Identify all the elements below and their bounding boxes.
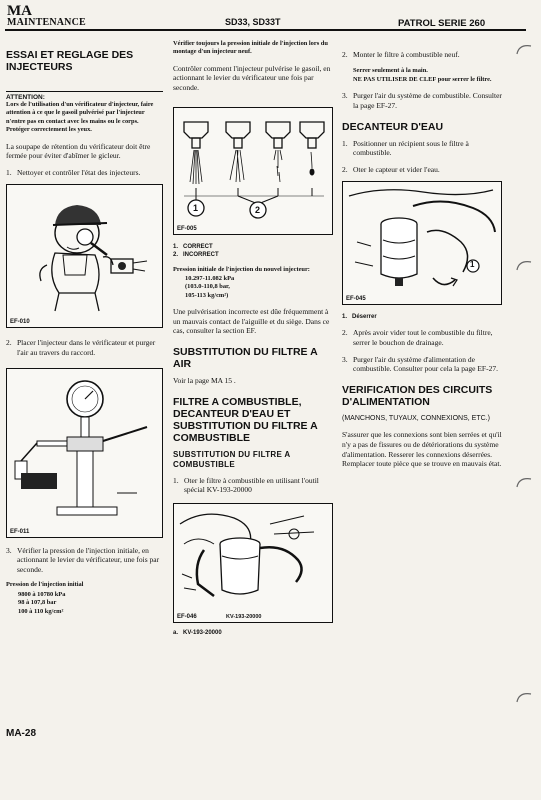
column-right bbox=[342, 40, 502, 476]
spray-legend bbox=[173, 243, 333, 259]
binder-hole-icon bbox=[515, 475, 533, 489]
pressure-kpa: 9800 à 10780 kPa bbox=[18, 590, 66, 598]
step-number: 2. bbox=[342, 164, 348, 174]
step-mount-filter bbox=[342, 50, 502, 60]
check-valve-warning: La soupape de rétention du vérificateur doit être fermée pour éviter d'abîmer le gicleur. bbox=[6, 141, 151, 161]
new-pressure-label: Pression initiale de l'injection du nouvel injecteur: bbox=[173, 265, 310, 273]
binder-hole-icon bbox=[515, 258, 533, 272]
step-number: 1. bbox=[173, 475, 179, 485]
step-place-injector bbox=[6, 338, 163, 357]
step-text: Après avoir vider tout le combustible du filtre, serrer le bouchon de drainage. bbox=[353, 328, 493, 347]
fuel-lines-check-subtitle: (MANCHONS, TUYAUX, CONNEXIONS, ETC.) bbox=[342, 414, 490, 422]
pressure-bar: 98 à 107,8 bar bbox=[18, 599, 57, 607]
page-number: MA-28 bbox=[6, 728, 37, 739]
step-number: 2. bbox=[6, 338, 12, 348]
pressure-label: Pression de l'injection initial bbox=[6, 581, 84, 589]
step-text: Oter le capteur et vider l'eau. bbox=[353, 164, 440, 174]
attention-label: ATTENTION: bbox=[6, 94, 45, 101]
header-rule bbox=[5, 29, 526, 31]
step-number: 2. bbox=[342, 328, 348, 338]
new-pressure-values bbox=[185, 275, 333, 300]
new-injector-note: Vérifier toujours la pression initiale de l'injection lors du montage d'un injecteur neuf. bbox=[173, 40, 328, 56]
air-filter-title: SUBSTITUTION DU FILTRE A AIR bbox=[173, 346, 318, 370]
injector-test-title: ESSAI ET REGLAGE DES INJECTEURS bbox=[6, 49, 134, 73]
binder-hole-icon bbox=[515, 690, 533, 704]
figure-ef-045 bbox=[342, 181, 502, 305]
figure-id: EF-010 bbox=[10, 319, 30, 326]
attention-rule bbox=[6, 91, 163, 92]
injector-tester-illustration bbox=[7, 369, 162, 535]
step-clean-injectors bbox=[6, 168, 163, 178]
water-separator-title: DECANTEUR D'EAU bbox=[342, 120, 444, 133]
drain-legend: 1. Déserrer bbox=[342, 314, 377, 321]
step-text: Positionner un récipient sous le filtre à combustible. bbox=[353, 138, 469, 158]
step-text: Vérifier la pression de l'injection initiale, en actionnant le levier du vérificateur, une fois par seconde. bbox=[17, 545, 160, 574]
column-left bbox=[6, 40, 163, 623]
figure-id: EF-005 bbox=[177, 225, 197, 232]
drain-plug-callout: 1 bbox=[470, 260, 475, 270]
new-pressure-kgcm: 105-113 kg/cm²) bbox=[185, 291, 229, 299]
no-wrench-note: NE PAS UTILISER DE CLEF pour serrer le filtre. bbox=[353, 76, 492, 83]
fuel-lines-check-text: S'assurer que les connexions sont bien serrées et qu'il n'y a pas de fissures ou de détériorations du système d'alimentation. Resserer les connexions déserrées. Remplacer toute pièce que se trouve en mauvais état. bbox=[342, 430, 502, 469]
column-middle bbox=[173, 40, 333, 644]
step-bleed-fuel bbox=[342, 91, 502, 110]
step-text: Purger l'air du système d'alimentation de combustible. Consulter pour cela la page EF-27. bbox=[353, 354, 498, 374]
figure-ef-010 bbox=[6, 184, 163, 328]
figure-id: EF-045 bbox=[346, 296, 366, 303]
step-verify-pressure bbox=[6, 546, 163, 575]
mechanic-cartoon-illustration bbox=[7, 185, 162, 325]
air-filter-text: Voir la page MA 15 . bbox=[173, 376, 236, 385]
pressure-values bbox=[18, 591, 163, 616]
water-separator-illustration bbox=[343, 182, 501, 302]
section-title: MAINTENANCE bbox=[7, 17, 86, 28]
pressure-kgcm: 100 à 110 kg/cm² bbox=[18, 607, 64, 615]
step-number: 2. bbox=[342, 50, 348, 59]
fuel-filter-removal-illustration bbox=[174, 504, 332, 620]
engine-models: SD33, SD33T bbox=[225, 17, 281, 27]
attention-text: Lors de l'utilisation d'un vérificateur d'injecteur, faire attention à ce que le gasoil pulvérisé par l'injecteur n'entre pas en contact avec les mains ou le corps. Protéger correctement les yeux. bbox=[6, 101, 154, 134]
figure-ef-011 bbox=[6, 368, 163, 538]
bad-spray-text: Une pulvérisation incorrecte est dûe fréquemment à un mauvais contact de l'aiguille et du siège. Dans ce cas, consulter la section EF. bbox=[173, 307, 330, 336]
callout-incorrect: 2 bbox=[255, 204, 261, 215]
vehicle-series: PATROL SERIE 260 bbox=[398, 18, 486, 29]
new-pressure-kpa: 10.297-11.082 kPa bbox=[185, 275, 235, 282]
callout-correct: 1 bbox=[193, 202, 199, 213]
figure-id: EF-046 bbox=[177, 613, 197, 620]
fuel-lines-check-title: VERIFICATION DES CIRCUITS D'ALIMENTATION bbox=[342, 383, 493, 408]
step-number: 3. bbox=[6, 545, 12, 555]
step-number: 1. bbox=[6, 167, 12, 177]
spray-patterns-illustration bbox=[174, 108, 332, 232]
step-text: Purger l'air du système de combustible. Consulter la page EF-27. bbox=[353, 91, 502, 110]
step-bleed-supply bbox=[342, 355, 502, 374]
new-pressure-bar: (103.0-110,8 bar, bbox=[185, 283, 230, 291]
fuel-filter-subtitle: SUBSTITUTION DU FILTRE A COMBUSTIBLE bbox=[173, 449, 291, 469]
step-position-container bbox=[342, 139, 502, 158]
legend-item: 1. CORRECT bbox=[173, 243, 213, 250]
step-tighten-drain-plug bbox=[342, 328, 502, 347]
section-code: MA bbox=[7, 3, 32, 19]
figure-ef-005 bbox=[173, 107, 333, 235]
tool-label: KV-193-20000 bbox=[226, 613, 262, 620]
hand-tighten-note: Serrer seulement à la main. bbox=[353, 66, 428, 74]
binder-hole-icon bbox=[515, 42, 533, 56]
figure-id: EF-011 bbox=[10, 528, 30, 535]
tool-legend: a. KV-193-20000 bbox=[173, 629, 222, 636]
step-number: 3. bbox=[342, 354, 348, 364]
step-text: Placer l'injecteur dans le vérificateur et purger l'air au travers du raccord. bbox=[17, 338, 156, 357]
fuel-filter-title: FILTRE A COMBUSTIBLE, DECANTEUR D'EAU ET SUBSTITUTION DU FILTRE A COMBUSTIBLE bbox=[173, 395, 318, 444]
fuel-step-remove bbox=[173, 476, 333, 495]
spray-control-text: Contrôler comment l'injecteur pulvérise le gasoil, en actionnant le levier du vérificateur une fois par seconde. bbox=[173, 63, 331, 92]
step-text: Nettoyer et contrôler l'état des injecteurs. bbox=[17, 167, 141, 177]
step-number: 3. bbox=[342, 91, 348, 101]
figure-ef-046 bbox=[173, 503, 333, 623]
legend-item: 2. INCORRECT bbox=[173, 251, 219, 258]
step-text: Monter le filtre à combustible neuf. bbox=[353, 50, 460, 59]
step-number: 1. bbox=[342, 138, 348, 148]
step-text: Oter le filtre à combustible en utilisant l'outil spécial KV-193-20000 bbox=[184, 475, 319, 495]
step-drain-water bbox=[342, 165, 502, 175]
